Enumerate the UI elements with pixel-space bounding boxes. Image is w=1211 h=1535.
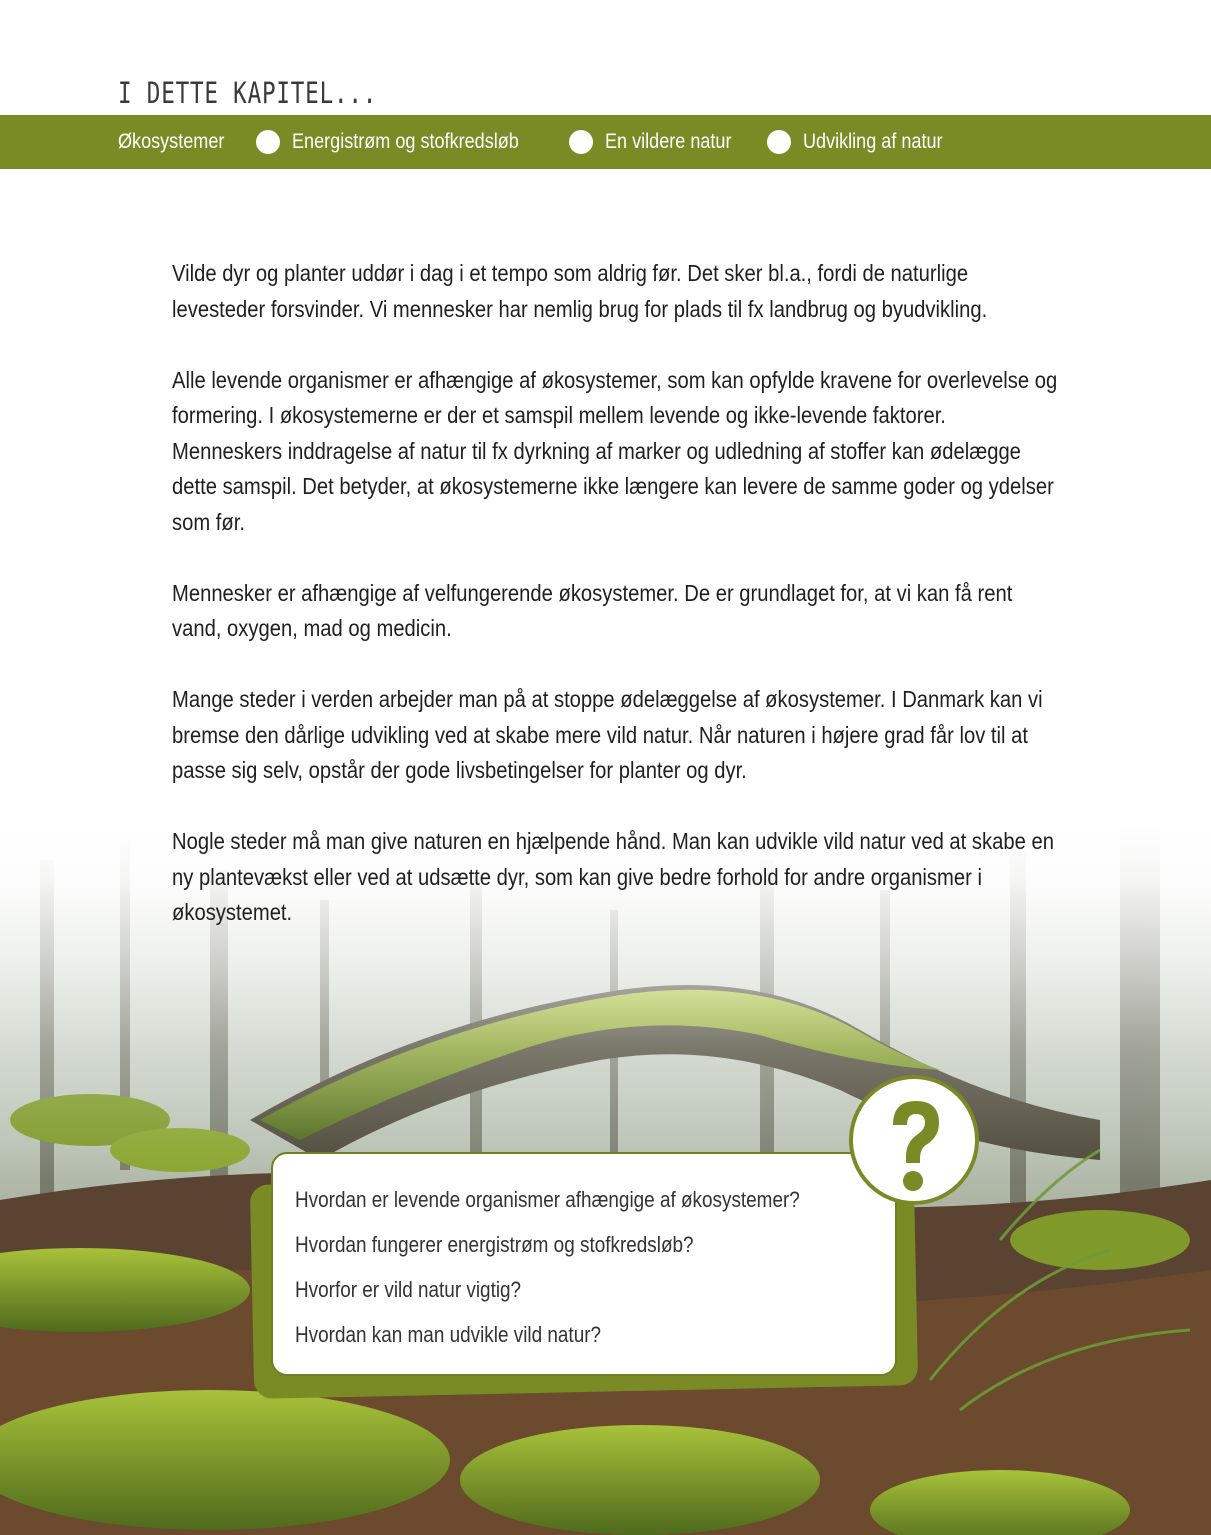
question-mark-icon (853, 1079, 975, 1201)
chapter-header-title: I DETTE KAPITEL... (118, 76, 378, 110)
topic-wilder-nature: En vildere natur (605, 130, 732, 153)
paragraph-3: Mennesker er afhængige af velfungerende økosystemer. De er grundlaget for, at vi kan få rent vand, oxygen, mad og medicin. (172, 579, 1013, 641)
question-list (295, 1182, 882, 1362)
question-badge (849, 1075, 979, 1205)
paragraph-2: Alle levende organismer er afhængige af økosystemer, som kan opfylde kravene for overlevelse og formering. I økosystemerne er der et samspil mellem levende og ikke-levende faktorer. Menneskers inddragelse af natur til fx dyrkning af marker og udledning af stoffer kan ødelægge dette samspil. Det betyder, at økosystemerne ikke længere kan levere de samme goder og ydelser som før. (172, 366, 1058, 535)
question-item-3: Hvorfor er vild natur vigtig? (295, 1277, 522, 1302)
topic-bar (0, 115, 1211, 169)
topic-energy-flow: Energistrøm og stofkredsløb (291, 130, 519, 153)
question-item-2: Hvordan fungerer energistrøm og stofkredsløb? (295, 1232, 694, 1257)
circle-dot-icon (256, 130, 280, 154)
circle-dot-icon (767, 130, 791, 154)
topic-nature-development: Udvikling af natur (802, 130, 943, 153)
paragraph-5: Nogle steder må man give naturen en hjælpende hånd. Man kan udvikle vild natur ved at skabe en ny plantevækst eller ved at udsætte dyr, som kan give bedre forhold for andre organismer i økosystemet. (172, 828, 1054, 925)
question-item-1: Hvordan er levende organismer afhængige af økosystemer? (295, 1187, 800, 1212)
paragraph-4: Mange steder i verden arbejder man på at stoppe ødelæggelse af økosystemer. I Danmark kan vi bremse den dårlige udvikling ved at skabe mere vild natur. Når naturen i højere grad får lov til at passe sig selv, opstår der gode livsbetingelser for planter og dyr. (172, 686, 1043, 783)
topic-list (118, 115, 965, 169)
question-item-4: Hvordan kan man udvikle vild natur? (295, 1322, 602, 1347)
topic-ecosystems: Økosystemer (118, 130, 225, 153)
question-box (271, 1152, 897, 1376)
chapter-intro-text (172, 256, 1202, 966)
circle-dot-icon (569, 130, 593, 154)
paragraph-1: Vilde dyr og planter uddør i dag i et tempo som aldrig før. Det sker bl.a., fordi de naturlige levesteder forsvinder. Vi mennesker har nemlig brug for plads til fx landbrug og byudvikling. (172, 260, 988, 322)
